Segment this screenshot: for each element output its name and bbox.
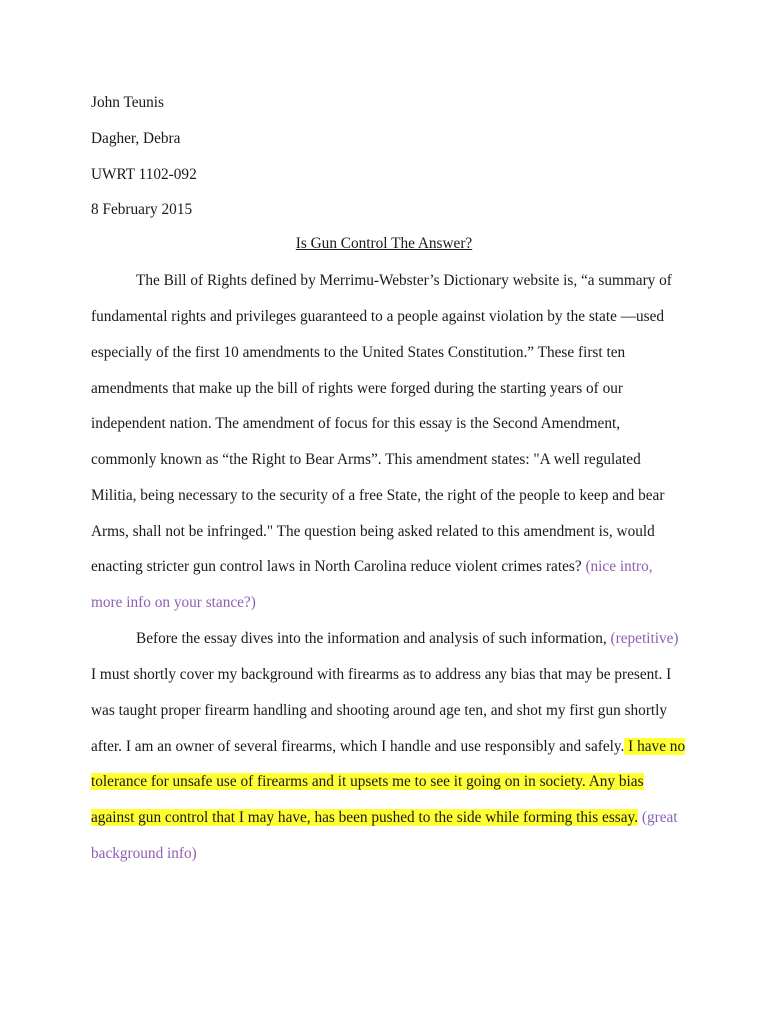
paragraph-1-line-9: [91, 556, 653, 578]
paragraph-2-line-3: was taught proper firearm handling and shooting around age ten, and shot my first gun shortly: [91, 702, 668, 719]
paragraph-1-line-9-text: enacting stricter gun control laws in North Carolina reduce violent crimes rates?: [91, 558, 582, 575]
highlighted-text-1: I have no: [624, 738, 686, 755]
paragraph-2-line-6: [91, 807, 678, 829]
instructor-comment-repetitive: (repetitive): [610, 630, 679, 647]
paragraph-2-line-1: [136, 628, 678, 650]
instructor-comment-intro: (nice intro,: [585, 558, 653, 575]
paragraph-1-line-3: especially of the first 10 amendments to the United States Constitution.” These first ten: [91, 344, 626, 361]
instructor-comment-background: background info): [91, 845, 197, 862]
paragraph-2-line-1-text: Before the essay dives into the information and analysis of such information,: [136, 630, 607, 647]
instructor-name: Dagher, Debra: [91, 130, 181, 147]
paragraph-1-line-1: The Bill of Rights defined by Merrimu-Webster’s Dictionary website is, “a summary of: [136, 272, 672, 289]
course-code: UWRT 1102-092: [91, 166, 197, 183]
instructor-comment-stance: more info on your stance?): [91, 594, 256, 611]
instructor-comment-great: (great: [641, 809, 678, 826]
paragraph-1-line-2: fundamental rights and privileges guaranteed to a people against violation by the state —used: [91, 308, 665, 325]
highlighted-text-3: against gun control that I may have, has been pushed to the side while forming this essay.: [91, 809, 639, 826]
essay-date: 8 February 2015: [91, 201, 193, 218]
paragraph-2-line-2: I must shortly cover my background with firearms as to address any bias that may be present. I: [91, 666, 672, 683]
paragraph-1-line-4: amendments that make up the bill of rights were forged during the starting years of our: [91, 380, 623, 397]
paragraph-2-line-4: [91, 736, 685, 758]
author-name: John Teunis: [91, 94, 165, 111]
essay-title: Is Gun Control The Answer?: [295, 235, 473, 252]
paragraph-2-line-5: [91, 771, 644, 793]
highlighted-text-2: tolerance for unsafe use of firearms and it upsets me to see it going on in society. Any bias: [91, 773, 644, 790]
paragraph-1-line-7: Militia, being necessary to the security of a free State, the right of the people to keep and bear: [91, 487, 665, 504]
paragraph-1-line-8: Arms, shall not be infringed." The question being asked related to this amendment is, would: [91, 523, 655, 540]
paragraph-1-line-6: commonly known as “the Right to Bear Arms”. This amendment states: "A well regulated: [91, 451, 641, 468]
paragraph-2-line-4-text: after. I am an owner of several firearms, which I handle and use responsibly and safely.: [91, 738, 625, 755]
paragraph-1-line-5: independent nation. The amendment of focus for this essay is the Second Amendment,: [91, 415, 621, 432]
